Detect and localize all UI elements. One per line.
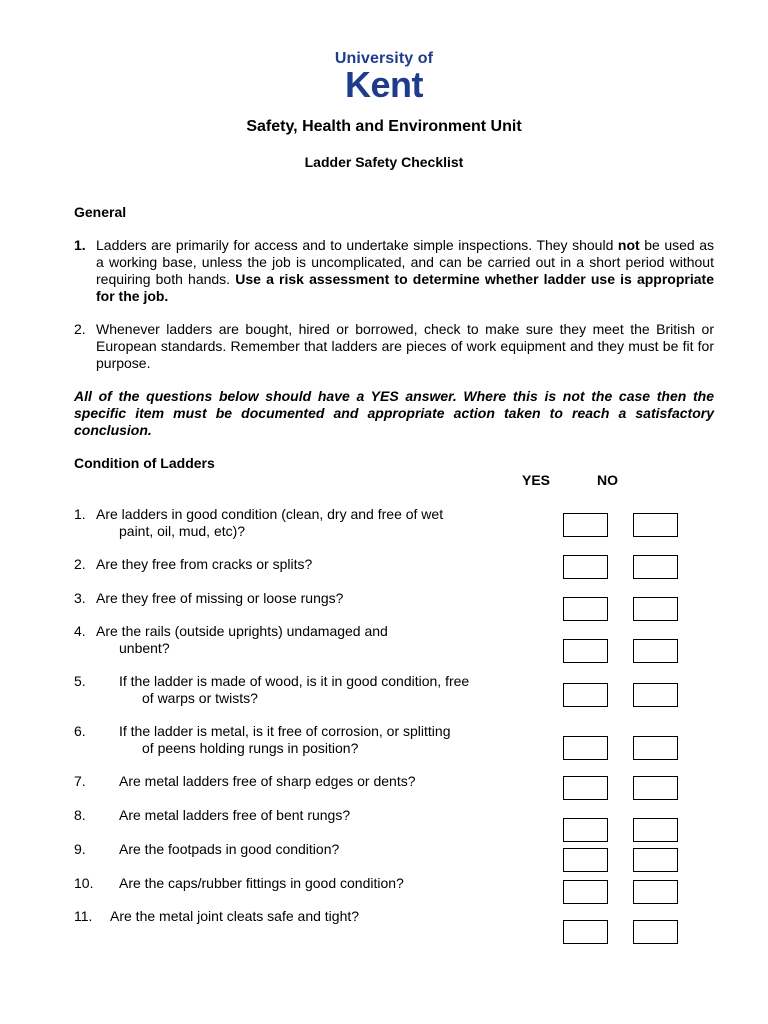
general-item-number: 2. — [74, 321, 86, 337]
question-number: 1. — [74, 506, 86, 522]
logo-top-text: University of — [334, 50, 434, 67]
page-title: Safety, Health and Environment Unit — [246, 118, 522, 135]
instruction-note: All of the questions below should have a YES answer. Where this is not the case then the specific item must be documented and appropriate action taken to reach a satisfactory conclusion. — [74, 388, 714, 438]
question-text — [96, 623, 388, 657]
question-text — [119, 841, 339, 858]
question-text — [96, 556, 312, 573]
yes-checkbox[interactable] — [563, 776, 608, 800]
yes-checkbox[interactable] — [563, 555, 608, 579]
general-item-number: 1. — [74, 237, 86, 253]
no-column-header: NO — [597, 472, 618, 488]
no-checkbox[interactable] — [633, 776, 678, 800]
general-item-1 — [74, 237, 714, 305]
no-checkbox[interactable] — [633, 597, 678, 621]
yes-checkbox[interactable] — [563, 683, 608, 707]
university-logo — [0, 50, 768, 105]
yes-column-header: YES — [522, 472, 551, 488]
no-checkbox[interactable] — [633, 736, 678, 760]
general-heading: General — [74, 204, 127, 220]
question-line: If the ladder is metal, is it free of corrosion, or splitting — [119, 723, 451, 739]
question-number: 6. — [74, 723, 86, 739]
question-line-continued: unbent? — [119, 640, 170, 656]
question-line-continued: of warps or twists? — [142, 690, 258, 706]
no-checkbox[interactable] — [633, 555, 678, 579]
question-line-continued: of peens holding rungs in position? — [142, 740, 359, 756]
question-number: 2. — [74, 556, 86, 572]
question-number: 11. — [74, 908, 93, 924]
yes-checkbox[interactable] — [563, 513, 608, 537]
general-item-2 — [74, 321, 714, 372]
question-line: Are they free from cracks or splits? — [96, 556, 313, 572]
question-text — [96, 590, 343, 607]
question-number: 9. — [74, 841, 86, 857]
general-item-text: Whenever ladders are bought, hired or borrowed, check to make sure they meet the British or European standards. Remember that ladders are pieces of work equipment and they must be fit for purpose. — [96, 321, 714, 371]
question-line: Are they free of missing or loose rungs? — [96, 590, 344, 606]
question-line: Are the footpads in good condition? — [119, 841, 340, 857]
question-line: If the ladder is made of wood, is it in good condition, free — [119, 673, 470, 689]
question-number: 4. — [74, 623, 86, 639]
yes-checkbox[interactable] — [563, 597, 608, 621]
question-line: Are ladders in good condition (clean, dry and free of wet — [96, 506, 444, 522]
question-line: Are metal ladders free of sharp edges or dents? — [119, 773, 416, 789]
question-text — [119, 773, 416, 790]
question-line: Are the caps/rubber fittings in good condition? — [119, 875, 404, 891]
yes-checkbox[interactable] — [563, 920, 608, 944]
question-line: Are metal ladders free of bent rungs? — [119, 807, 351, 823]
question-text — [119, 807, 350, 824]
question-text — [96, 506, 443, 540]
yes-checkbox[interactable] — [563, 880, 608, 904]
no-checkbox[interactable] — [633, 920, 678, 944]
question-number: 7. — [74, 773, 86, 789]
question-number: 10. — [74, 875, 94, 891]
yes-checkbox[interactable] — [563, 639, 608, 663]
page-subtitle: Ladder Safety Checklist — [304, 154, 464, 170]
yes-checkbox[interactable] — [563, 848, 608, 872]
question-text — [119, 723, 450, 757]
no-checkbox[interactable] — [633, 818, 678, 842]
question-number: 3. — [74, 590, 86, 606]
question-text — [119, 673, 469, 707]
question-line-continued: paint, oil, mud, etc)? — [119, 523, 246, 539]
general-item-text: Ladders are primarily for access and to undertake simple inspections. They should not be used as a working base, unless the job is uncomplicated, and can be carried out in a short period without requiring both hands. Use a risk assessment to determine whether ladder use is appropriate for the job. — [96, 237, 715, 304]
yes-checkbox[interactable] — [563, 736, 608, 760]
question-text — [110, 908, 359, 925]
no-checkbox[interactable] — [633, 513, 678, 537]
question-number: 5. — [74, 673, 86, 689]
no-checkbox[interactable] — [633, 683, 678, 707]
no-checkbox[interactable] — [633, 639, 678, 663]
yes-checkbox[interactable] — [563, 818, 608, 842]
no-checkbox[interactable] — [633, 880, 678, 904]
question-line: Are the metal joint cleats safe and tight? — [110, 908, 360, 924]
logo-main-text: Kent — [345, 64, 423, 105]
condition-heading: Condition of Ladders — [74, 455, 215, 471]
question-text — [119, 875, 404, 892]
question-line: Are the rails (outside uprights) undamaged and — [96, 623, 388, 639]
question-number: 8. — [74, 807, 86, 823]
no-checkbox[interactable] — [633, 848, 678, 872]
